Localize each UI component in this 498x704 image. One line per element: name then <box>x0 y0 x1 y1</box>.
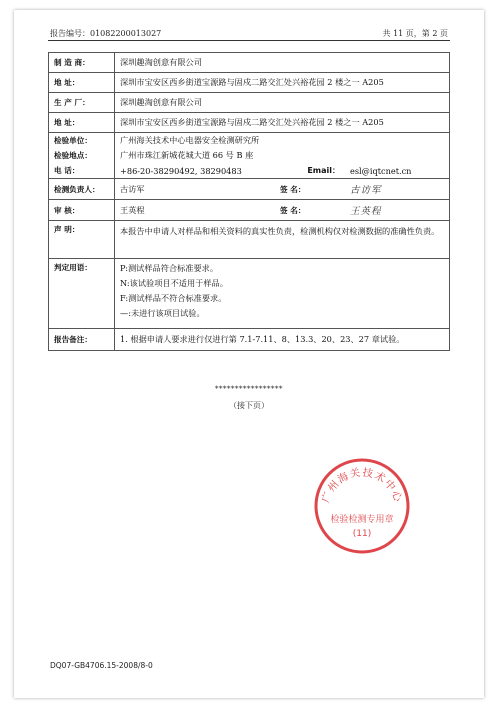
reviewer-row <box>49 200 450 221</box>
tester-label: 检测负责人： <box>49 179 115 200</box>
end-stars: ***************** <box>215 385 283 393</box>
producer-address-row <box>49 113 450 133</box>
seal-arc-text: 广州海关技术中心 <box>319 466 405 505</box>
seal-band-text: 检验检测专用章 <box>330 515 394 525</box>
reviewer-label: 审 核： <box>49 200 115 221</box>
tester-sign-label: 签 名： <box>275 179 345 200</box>
producer-label: 生 产 厂： <box>49 93 115 113</box>
continued-note: （接下页） <box>229 401 269 410</box>
verdict-term-dash: —:未进行该项目试验。 <box>120 308 205 318</box>
report-number: 报告编号：01082200013027 <box>50 29 162 38</box>
producer-address-label: 地 址： <box>49 113 115 133</box>
statement-row <box>49 221 450 259</box>
verdict-term-n: N:该试验项目不适用于样品。 <box>120 278 228 288</box>
tester-row <box>49 179 450 200</box>
phone-label: 电 话： <box>49 163 115 179</box>
producer-value: 深圳趣淘创意有限公司 <box>115 93 450 113</box>
phone-value: +86-20-38290492, 38290483 <box>115 163 276 179</box>
maker-address-label: 地 址： <box>49 73 115 93</box>
reviewer-signature: 王英程 <box>345 200 450 221</box>
tester-signature: 古访军 <box>345 179 450 200</box>
remarks-row <box>49 329 450 351</box>
verdict-term-f: F:测试样品不符合标准要求。 <box>120 293 227 303</box>
reviewer-sign-label: 签 名： <box>275 200 345 221</box>
header-rule <box>48 40 450 41</box>
lab-row <box>49 133 450 149</box>
lab-address-value: 广州市珠江新城花城大道 66 号 B 座 <box>115 148 450 163</box>
maker-address-row <box>49 73 450 93</box>
producer-row <box>49 93 450 113</box>
seal-number: (11) <box>352 529 372 539</box>
remarks-label: 报告备注： <box>49 329 115 351</box>
maker-row <box>49 53 450 73</box>
page-info: 共 11 页，第 2 页 <box>382 29 448 38</box>
verdict-terms-row <box>49 259 450 329</box>
verdict-terms-list <box>115 259 450 329</box>
maker-address-value: 深圳市宝安区西乡街道宝源路与固戍二路交汇处兴裕花园 2 楼之一 A205 <box>115 73 450 93</box>
official-seal <box>312 456 412 556</box>
email-label: Email： <box>275 163 345 179</box>
verdict-term-p: P:测试样品符合标准要求。 <box>120 263 219 273</box>
maker-value: 深圳趣淘创意有限公司 <box>115 53 450 73</box>
producer-address-value: 深圳市宝安区西乡街道宝源路与固戍二路交汇处兴裕花园 2 楼之一 A205 <box>115 113 450 133</box>
phone-row <box>49 163 450 179</box>
lab-value: 广州海关技术中心电器安全检测研究所 <box>115 133 450 149</box>
remarks-text: 1. 根据申请人要求进行仅进行第 7.1-7.11、8、13.3、20、23、27 章试验。 <box>115 329 450 351</box>
lab-address-label: 检验地点： <box>49 148 115 163</box>
statement-label: 声 明： <box>49 221 115 259</box>
maker-label: 制 造 商： <box>49 53 115 73</box>
lab-address-row <box>49 148 450 163</box>
email-value: esl@iqtcnet.cn <box>345 163 450 179</box>
tester-value: 古访军 <box>115 179 276 200</box>
document-code: DQ07-GB4706.15-2008/8-0 <box>50 661 153 670</box>
verdict-terms-label: 判定用语： <box>49 259 115 329</box>
report-info-table <box>48 52 450 351</box>
reviewer-value: 王英程 <box>115 200 276 221</box>
statement-text: 本报告中申请人对样品和相关资料的真实性负责，检测机构仅对检测数据的准确性负责。 <box>115 221 450 259</box>
lab-label: 检验单位： <box>49 133 115 149</box>
